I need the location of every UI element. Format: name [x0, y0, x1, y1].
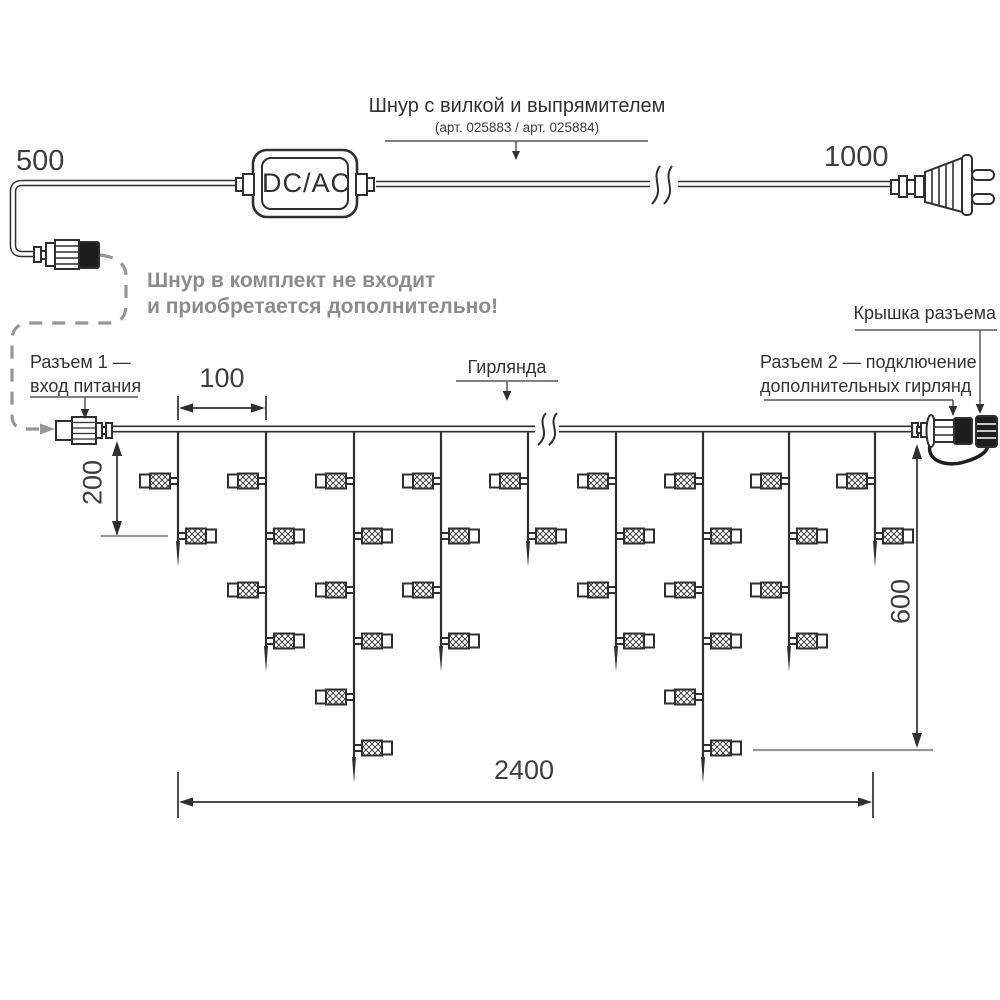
arrowhead-right [40, 424, 55, 435]
cord-callout-articles: (арт. 025883 / арт. 025884) [434, 120, 600, 135]
lamp-icon [354, 529, 392, 544]
lamp-icon [441, 529, 479, 544]
lamp-icon [228, 474, 266, 489]
connector1-callout-line1: Разъем 1 — [30, 352, 131, 372]
garland-wire [110, 413, 912, 445]
lamp-icon [528, 529, 566, 544]
lamp-icon [789, 529, 827, 544]
cord-callout-title: Шнур с вилкой и выпрямителем [368, 95, 666, 117]
lamp-icon [316, 690, 354, 705]
dimension-100 [178, 396, 266, 420]
adapter-cord-right [376, 166, 891, 204]
lamp-icon [703, 529, 741, 544]
lamp-icon [837, 474, 875, 489]
lamp-icon [266, 634, 304, 649]
power-plug-icon [891, 155, 994, 215]
note-line-2: и приобретается дополнительно! [147, 295, 499, 319]
cord-input-connector [34, 240, 99, 269]
drop-long [665, 431, 741, 783]
arrowhead-down [949, 406, 958, 416]
connector2-callout-line2: дополнительных гирлянд [760, 375, 972, 396]
drop-short [490, 431, 566, 567]
arrowhead-down [912, 733, 922, 748]
lamp-icon [316, 474, 354, 489]
lamp-icon [665, 690, 703, 705]
arrowhead-right [251, 403, 265, 412]
connector2-callout-line1: Разъем 2 — подключение [760, 352, 977, 372]
garland-callout: Гирлянда [467, 357, 547, 377]
arrowhead-down [112, 521, 122, 536]
lamp-icon [354, 634, 392, 649]
cord-not-included-note [147, 268, 498, 321]
dimension-200-label: 200 [77, 459, 108, 506]
drop-medium [228, 431, 304, 672]
lamp-icon [578, 474, 616, 489]
garland-drops [140, 431, 913, 783]
lamp-icon [403, 583, 441, 598]
cord-callout-pointer [385, 141, 648, 160]
lamp-icon [875, 529, 913, 544]
arrowhead-right [858, 797, 872, 806]
dimension-2400-label: 2400 [493, 755, 555, 785]
arrowhead-down [512, 151, 520, 160]
lamp-icon [703, 634, 741, 649]
arrowhead-down [503, 391, 512, 401]
lamp-icon [403, 474, 441, 489]
drop-medium [751, 431, 827, 672]
drop-short [140, 431, 216, 567]
cord-length-1000-label: 1000 [824, 141, 889, 173]
cord-callout [352, 95, 682, 135]
connector1-callout [30, 351, 141, 399]
lamp-icon [789, 634, 827, 649]
lamp-icon [616, 634, 654, 649]
lamp-icon [441, 634, 479, 649]
lamp-icon [751, 474, 789, 489]
lamp-icon [751, 583, 789, 598]
drop-medium [403, 431, 479, 672]
lamp-icon [140, 474, 178, 489]
drop-medium [578, 431, 654, 672]
lamp-icon [354, 741, 392, 756]
lamp-icon [490, 474, 528, 489]
note-line-1: Шнур в комплект не входит [147, 269, 436, 292]
lamp-icon [578, 583, 616, 598]
drop-long [316, 431, 392, 783]
arrowhead-up [912, 444, 922, 459]
lamp-icon [665, 583, 703, 598]
dimension-600-label: 600 [885, 578, 916, 625]
arrowhead-left [179, 797, 193, 806]
connector2-callout [760, 351, 977, 399]
lamp-icon [228, 583, 266, 598]
lamp-icon [316, 583, 354, 598]
garland-connector2 [912, 415, 997, 464]
dimension-100-label: 100 [199, 363, 245, 393]
lamp-icon [178, 529, 216, 544]
cord-length-500-label: 500 [16, 145, 65, 177]
lamp-icon [665, 474, 703, 489]
dashed-connection-path [12, 255, 126, 435]
dcac-adapter-label: DC/AC [262, 168, 352, 198]
lamp-icon [616, 529, 654, 544]
arrowhead-up [112, 441, 122, 456]
connector1-callout-line2: вход питания [30, 375, 142, 396]
cap-callout: Крышка разъема [853, 303, 996, 323]
arrowhead-left [179, 403, 193, 412]
lamp-icon [703, 741, 741, 756]
arrowhead-down [976, 404, 985, 414]
lamp-icon [266, 529, 304, 544]
drop-short [837, 431, 913, 567]
